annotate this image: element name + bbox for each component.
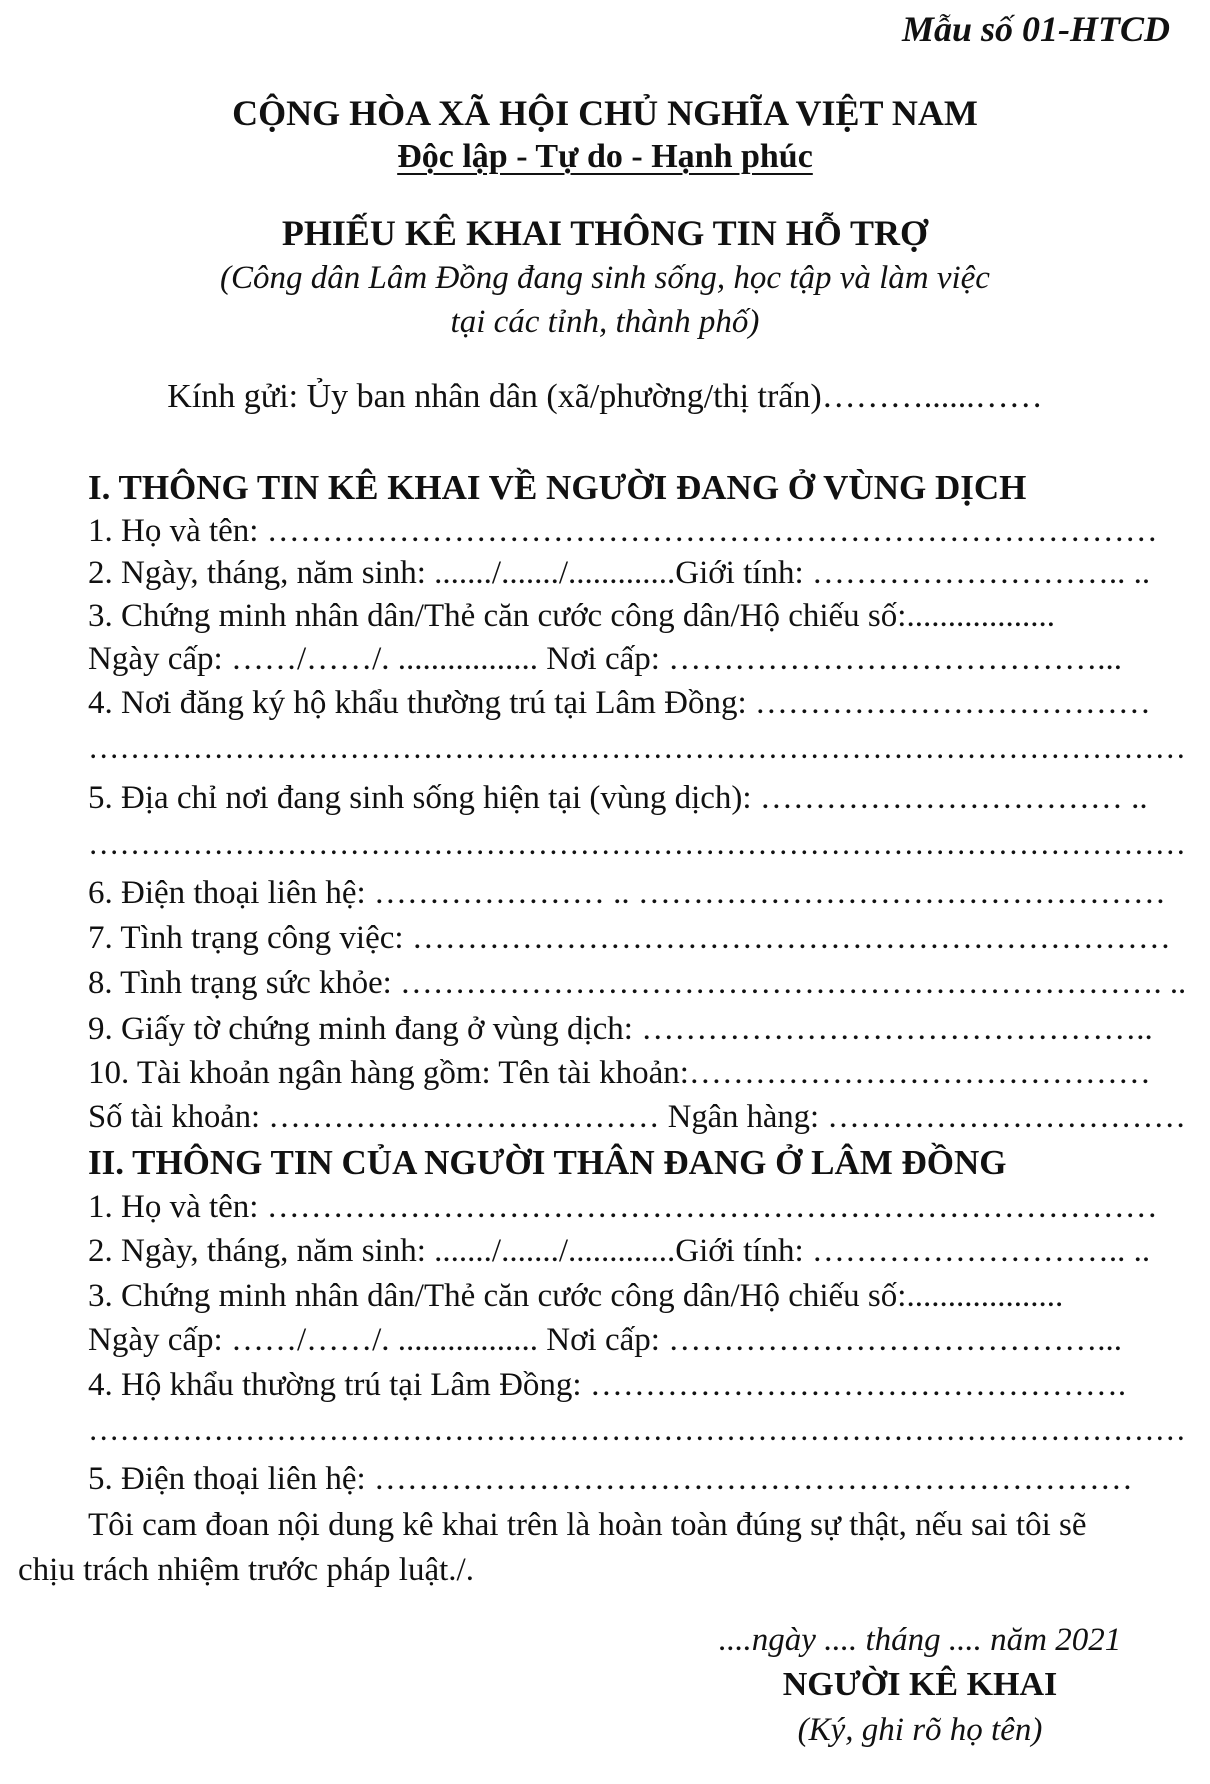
section2-heading: II. THÔNG TIN CỦA NGƯỜI THÂN ĐANG Ở LÂM ĐỒNG: [88, 1143, 1007, 1182]
national-motto: [0, 138, 1210, 176]
section1-field-id-number: 3. Chứng minh nhân dân/Thẻ căn cước công dân/Hộ chiếu số:..................: [88, 598, 1055, 634]
section2-field-issue-date-place: Ngày cấp: ……/……/. ................. Nơi cấp: …………………………………...: [88, 1322, 1122, 1358]
form-code: Mẫu số 01-HTCD: [901, 9, 1170, 49]
motto-text: Độc lập - Tự do - Hạnh phúc: [397, 138, 813, 175]
section1-field-birthdate-gender: 2. Ngày, tháng, năm sinh: ......./......./.............Giới tính: ……………………….. ..: [88, 555, 1151, 591]
section1-field-bank-account-name: 10. Tài khoản ngân hàng gồm: Tên tài khoản:……………………………………: [88, 1055, 1151, 1091]
section2-field-phone: 5. Điện thoại liên hệ: ……………………………………………………………: [88, 1461, 1133, 1497]
section1-field-phone: 6. Điện thoại liên hệ: ………………… .. …………………………………………: [88, 875, 1166, 911]
section1-field-permanent-address-cont: ……………………………………………………………………………………………: [88, 730, 1186, 766]
national-title: CỘNG HÒA XÃ HỘI CHỦ NGHĨA VIỆT NAM: [232, 93, 978, 133]
signature-note: (Ký, ghi rõ họ tên): [797, 1712, 1043, 1748]
section2-field-fullname: 1. Họ và tên: ………………………………………………………………………: [88, 1189, 1158, 1225]
signature-title: NGƯỜI KÊ KHAI: [782, 1666, 1058, 1703]
section1-field-bank-account-number: Số tài khoản: ……………………………… Ngân hàng: ……………………………: [88, 1099, 1186, 1135]
document-subtitle-line2: tại các tỉnh, thành phố): [450, 304, 760, 340]
section2-field-permanent-address-cont: ……………………………………………………………………………………………: [88, 1412, 1186, 1448]
section1-field-current-address-cont: ……………………………………………………………………………………………: [88, 826, 1186, 862]
commitment-text-line2: chịu trách nhiệm trước pháp luật./.: [18, 1552, 474, 1588]
section2-field-birthdate-gender: 2. Ngày, tháng, năm sinh: ......./......./.............Giới tính: ……………………….. ..: [88, 1233, 1151, 1269]
section1-field-current-address: 5. Địa chỉ nơi đang sinh sống hiện tại (vùng dịch): …………………………… ..: [88, 780, 1148, 816]
section1-field-job-status: 7. Tình trạng công việc: ……………………………………………………………: [88, 920, 1171, 956]
document-subtitle-line1: (Công dân Lâm Đồng đang sinh sống, học tập và làm việc: [220, 260, 990, 296]
commitment-text-line1: Tôi cam đoan nội dung kê khai trên là hoàn toàn đúng sự thật, nếu sai tôi sẽ: [88, 1507, 1087, 1543]
section1-heading: I. THÔNG TIN KÊ KHAI VỀ NGƯỜI ĐANG Ở VÙNG DỊCH: [88, 468, 1027, 507]
section1-field-issue-date-place: Ngày cấp: ……/……/. ................. Nơi cấp: …………………………………...: [88, 641, 1122, 677]
section1-field-fullname: 1. Họ và tên: ………………………………………………………………………: [88, 513, 1158, 549]
section1-field-proof-document: 9. Giấy tờ chứng minh đang ở vùng dịch: ………………………………………..: [88, 1011, 1153, 1047]
signature-date: ....ngày .... tháng .... năm 2021: [718, 1622, 1122, 1658]
section1-field-permanent-address: 4. Nơi đăng ký hộ khẩu thường trú tại Lâm Đồng: ………………………………: [88, 685, 1151, 721]
recipient-line: Kính gửi: Ủy ban nhân dân (xã/phường/thị trấn)………......……: [167, 378, 1043, 415]
section2-field-id-number: 3. Chứng minh nhân dân/Thẻ căn cước công dân/Hộ chiếu số:...................: [88, 1278, 1064, 1314]
section1-field-health-status: 8. Tình trạng sức khỏe: ……………………………………………………………. ..: [88, 965, 1187, 1001]
document-title: PHIẾU KÊ KHAI THÔNG TIN HỖ TRỢ: [281, 213, 929, 253]
section2-field-permanent-address: 4. Hộ khẩu thường trú tại Lâm Đồng: ………………………………………….: [88, 1367, 1127, 1403]
